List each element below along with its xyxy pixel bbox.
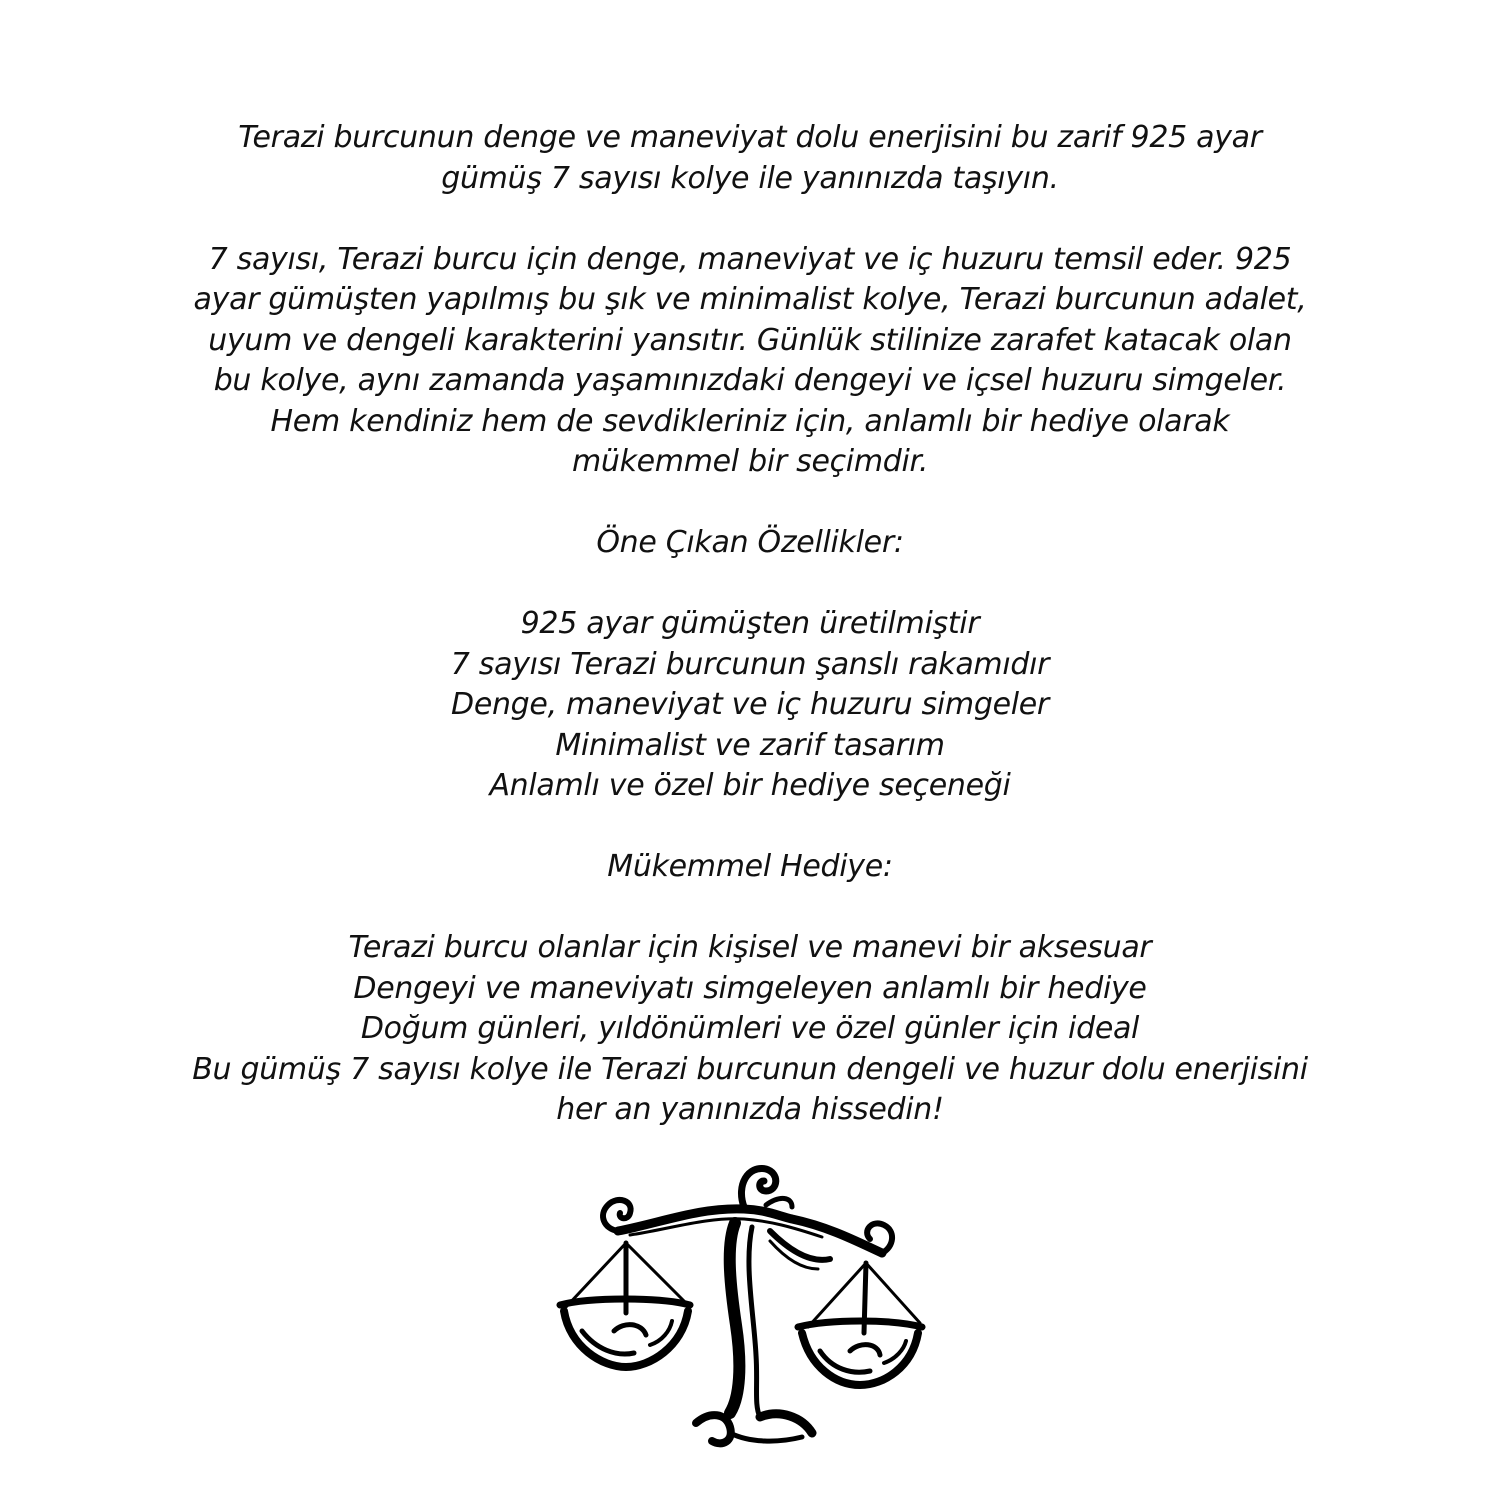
libra-scales-icon (530, 1135, 970, 1465)
feature-item: 7 sayısı Terazi burcunun şanslı rakamıdır (450, 646, 1050, 682)
product-description (0, 118, 1500, 1131)
feature-item: Anlamlı ve özel bir hediye seçeneği (489, 768, 1011, 803)
feature-item: Minimalist ve zarif tasarım (555, 727, 945, 763)
features-heading: Öne Çıkan Özellikler: (596, 525, 904, 560)
intro-line: gümüş 7 sayısı kolye ile yanınızda taşıyın. (441, 160, 1059, 196)
spacer (0, 199, 1500, 240)
description-line: bu kolye, aynı zamanda yaşamınızdaki dengeyi ve içsel huzuru simgeler. (213, 363, 1287, 398)
description-line: ayar gümüşten yapılmış bu şık ve minimalist kolye, Terazi burcunun adalet, (193, 282, 1307, 317)
spacer (0, 888, 1500, 929)
gift-item: her an yanınızda hissedin! (556, 1092, 944, 1127)
description-line: Hem kendiniz hem de sevdikleriniz için, anlamlı bir hediye olarak (270, 403, 1230, 439)
intro-line: Terazi burcunun denge ve maneviyat dolu enerjisini bu zarif 925 ayar (238, 120, 1262, 155)
spacer (0, 807, 1500, 848)
gift-item: Terazi burcu olanlar için kişisel ve manevi bir aksesuar (348, 930, 1152, 965)
description-line: uyum ve dengeli karakterini yansıtır. Günlük stilinize zarafet katacak olan (208, 322, 1292, 358)
description-line: 7 sayısı, Terazi burcu için denge, maneviyat ve iç huzuru temsil eder. 925 (208, 241, 1292, 277)
feature-item: 925 ayar gümüşten üretilmiştir (520, 606, 980, 641)
feature-item: Denge, maneviyat ve iç huzuru simgeler (451, 687, 1049, 722)
gift-item: Doğum günleri, yıldönümleri ve özel günler için ideal (360, 1011, 1140, 1046)
gift-item: Bu gümüş 7 sayısı kolye ile Terazi burcunun dengeli ve huzur dolu enerjisini (192, 1051, 1308, 1087)
gift-item: Dengeyi ve maneviyatı simgeleyen anlamlı bir hediye (353, 970, 1147, 1006)
description-line: mükemmel bir seçimdir. (571, 444, 929, 479)
spacer (0, 483, 1500, 524)
gift-heading: Mükemmel Hediye: (607, 849, 893, 884)
spacer (0, 564, 1500, 605)
